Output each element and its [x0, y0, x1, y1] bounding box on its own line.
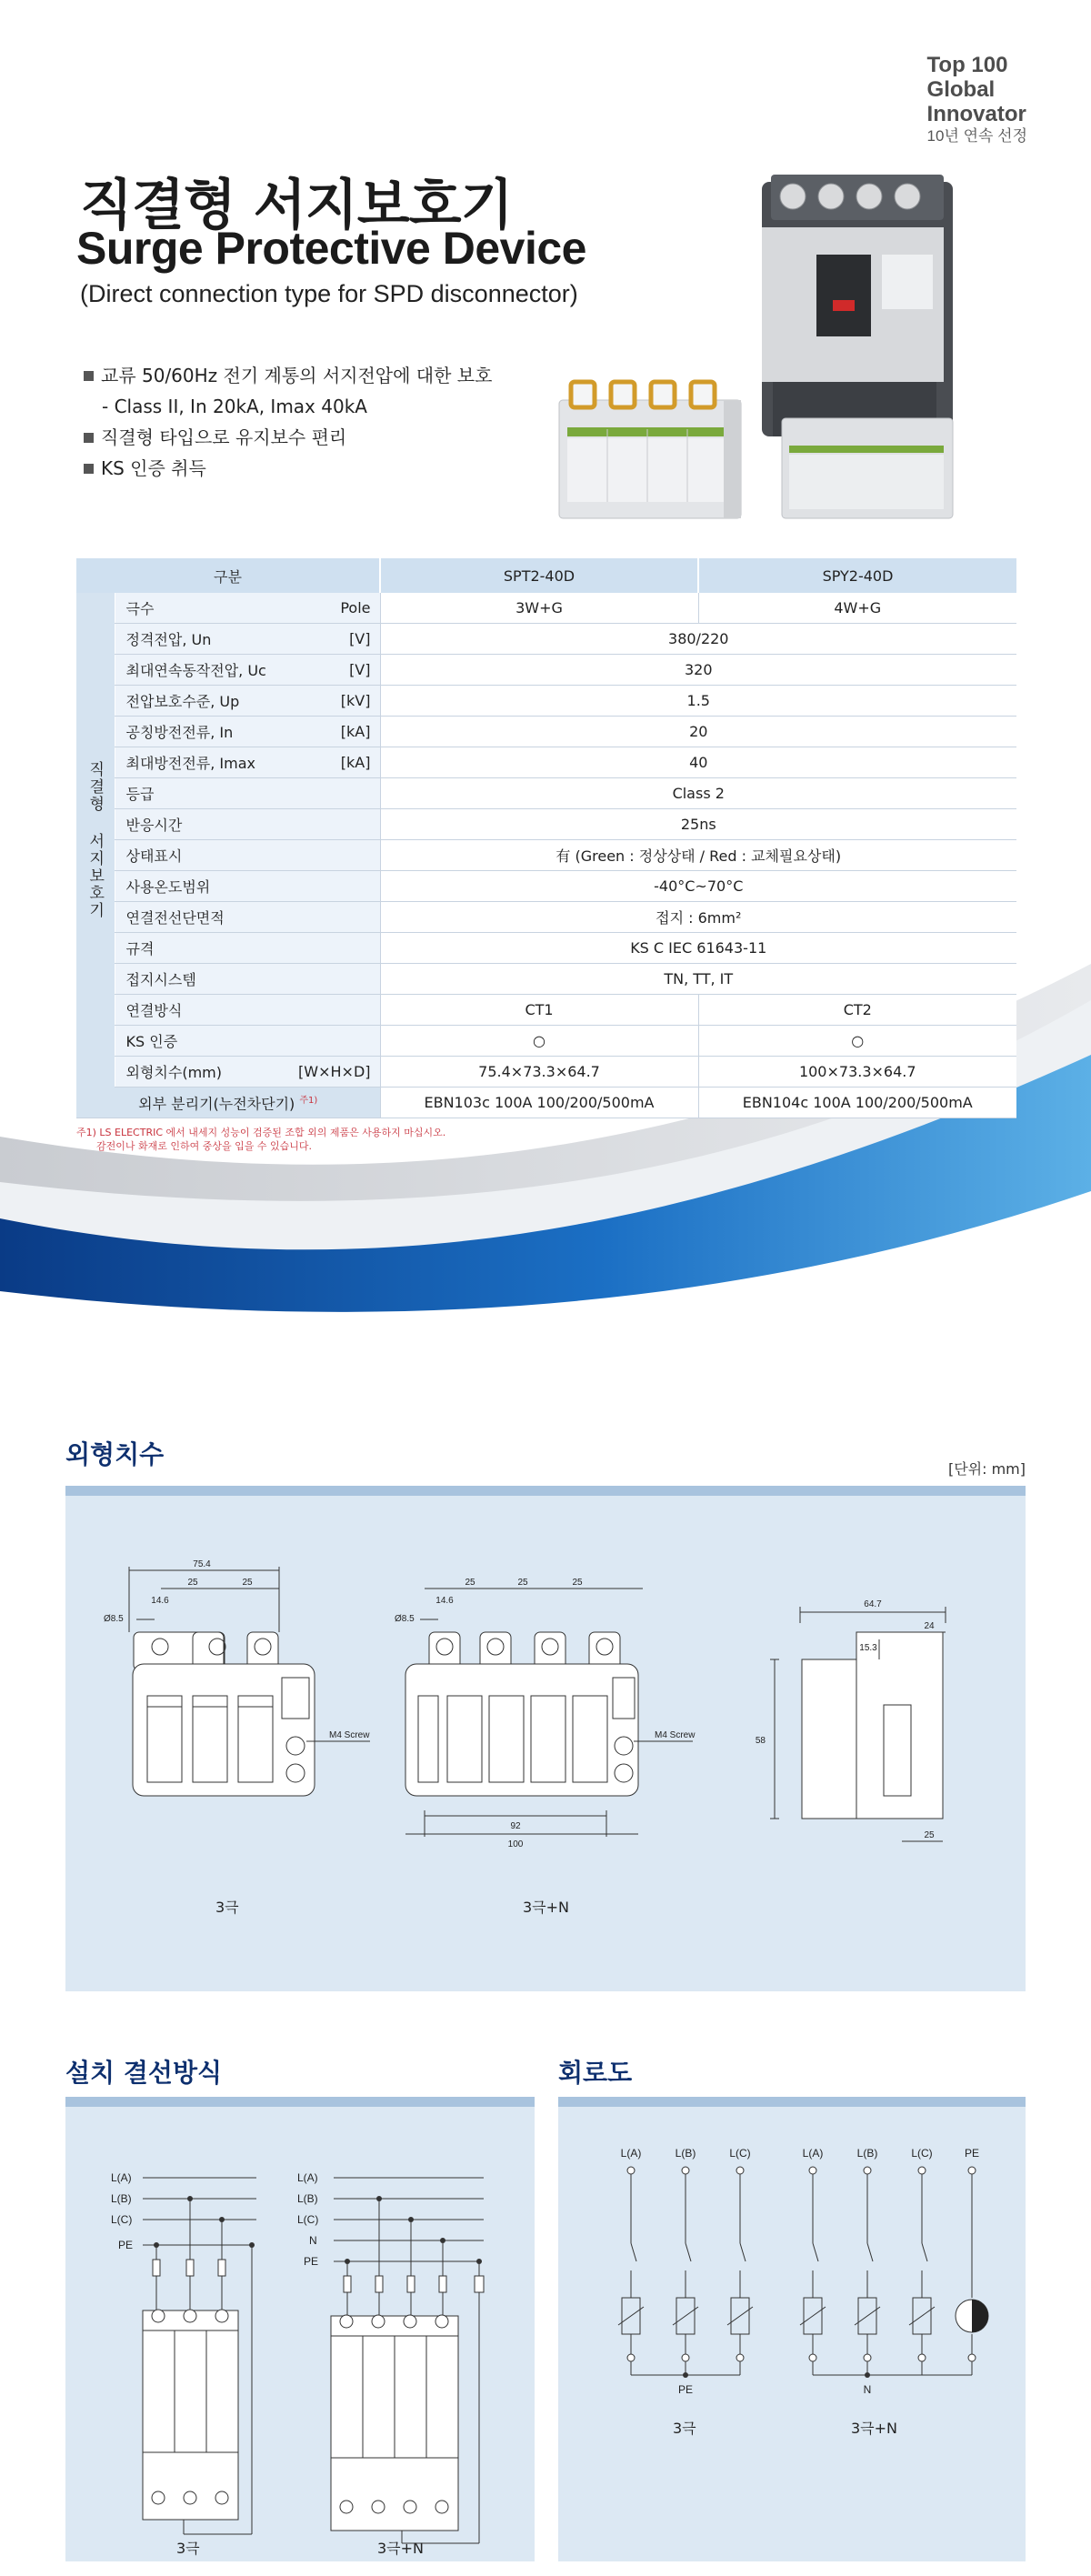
dim-14-6: 14.6 — [151, 1596, 169, 1606]
line-label: L(B) — [297, 2192, 318, 2205]
product-title-korean: 직결형 서지보호기 — [80, 174, 513, 237]
feature-text: - Class II, In 20kA, Imax 40kA — [102, 396, 367, 417]
table-row — [76, 655, 1016, 686]
circuit-n-label: N — [863, 2383, 872, 2396]
row-value: 320 — [380, 655, 1016, 686]
row-unit: [W×H×D] — [269, 1057, 380, 1088]
dim-24: 24 — [924, 1621, 935, 1631]
dim-8-5: Ø8.5 — [395, 1614, 415, 1624]
row-value: 1.5 — [380, 686, 1016, 717]
product-image — [555, 173, 964, 536]
table-row — [76, 1088, 1016, 1118]
row-unit: [kV] — [269, 686, 380, 717]
footnote-line: 감전이나 화재로 인하여 중상을 입을 수 있습니다. — [96, 1140, 312, 1152]
row-label: 극수 — [115, 593, 269, 624]
row-label: 최대방전전류, Imax — [115, 747, 269, 778]
row-value: 20 — [380, 717, 1016, 747]
feature-item — [84, 453, 492, 484]
circuit-title: 회로도 — [558, 2058, 633, 2088]
header-model1: SPT2-40D — [380, 558, 698, 593]
row-unit — [269, 995, 380, 1026]
row-label: 접지시스템 — [115, 964, 269, 995]
row-value: KS C IEC 61643-11 — [380, 933, 1016, 964]
table-row — [76, 747, 1016, 778]
product-title-english: Surge Protective Device — [76, 223, 586, 274]
table-row — [76, 933, 1016, 964]
wiring-panel — [65, 2097, 535, 2561]
badge-line3: Innovator — [926, 102, 1026, 126]
row-value: Class 2 — [380, 778, 1016, 809]
row-unit — [269, 871, 380, 902]
feature-text: KS 인증 취득 — [101, 457, 206, 479]
row-label: 규격 — [115, 933, 269, 964]
circuit-caption-3p: 3극 — [673, 2420, 696, 2437]
wiring-diagram — [65, 2107, 535, 2561]
row-label: 상태표시 — [115, 840, 269, 871]
dimensions-title: 외형치수 — [65, 1439, 165, 1469]
screw-label: M4 Screw — [655, 1730, 696, 1740]
line-label: PE — [304, 2255, 319, 2268]
table-row — [76, 840, 1016, 871]
note-mark: 주1) — [299, 1095, 318, 1106]
dim-25: 25 — [924, 1830, 935, 1840]
group-label: 직결형 서지보호기 — [85, 760, 105, 919]
row-label: 정격전압, Un — [115, 624, 269, 655]
circuit-label: L(A) — [620, 2147, 642, 2160]
row-unit — [269, 933, 380, 964]
table-row — [76, 995, 1016, 1026]
dim-8-5: Ø8.5 — [104, 1614, 124, 1624]
feature-item — [84, 391, 492, 422]
group-label-cell — [76, 593, 115, 1088]
feature-text: 교류 50/60Hz 전기 계통의 서지전압에 대한 보호 — [101, 365, 493, 386]
table-row — [76, 871, 1016, 902]
row-label: KS 인증 — [115, 1026, 269, 1057]
circuit-pe-label: PE — [677, 2383, 694, 2396]
circuit-label: L(B) — [675, 2147, 696, 2160]
row-unit: [V] — [269, 655, 380, 686]
dim-25: 25 — [465, 1578, 475, 1588]
row-value-model2: 100×73.3×64.7 — [698, 1057, 1016, 1088]
wiring-caption-3pn: 3극+N — [377, 2540, 425, 2557]
line-label: PE — [118, 2239, 134, 2251]
circuit-label: L(C) — [729, 2147, 751, 2160]
row-value: TN, TT, IT — [380, 964, 1016, 995]
circuit-3pn-labels — [803, 2147, 979, 2396]
dim-25: 25 — [517, 1578, 528, 1588]
spec-header-row — [76, 558, 1016, 593]
line-label: L(B) — [111, 2192, 132, 2205]
row-value: 有 (Green : 정상상태 / Red : 교체필요상태) — [380, 840, 1016, 871]
row-label: 연결방식 — [115, 995, 269, 1026]
dim-25: 25 — [187, 1578, 198, 1588]
dimensions-panel — [65, 1486, 1026, 1991]
dim-75-4: 75.4 — [193, 1559, 211, 1569]
wiring-caption-3p: 3극 — [176, 2540, 200, 2557]
row-label: 전압보호수준, Up — [115, 686, 269, 717]
row-value-model2: CT2 — [698, 995, 1016, 1026]
row-value-model1: 75.4×73.3×64.7 — [380, 1057, 698, 1088]
wiring-title: 설치 결선방식 — [65, 2058, 223, 2088]
table-row — [76, 1057, 1016, 1088]
dim-58: 58 — [755, 1736, 766, 1746]
row-unit — [269, 902, 380, 933]
row-unit — [269, 964, 380, 995]
line-label: L(A) — [297, 2171, 318, 2184]
row-value: -40°C~70°C — [380, 871, 1016, 902]
drawing-3pn — [405, 1589, 693, 1837]
table-row — [76, 902, 1016, 933]
row-label: 등급 — [115, 778, 269, 809]
row-value: 접지 : 6mm² — [380, 902, 1016, 933]
screw-label: M4 Screw — [329, 1730, 370, 1740]
row-label: 사용온도범위 — [115, 871, 269, 902]
footnote — [76, 1126, 445, 1153]
line-label: L(A) — [111, 2171, 132, 2184]
row-unit: Pole — [269, 593, 380, 624]
unit-note: [단위: mm] — [947, 1460, 1026, 1478]
row-unit — [269, 840, 380, 871]
badge-line4: 10년 연속 선정 — [926, 127, 1027, 145]
row-unit — [269, 809, 380, 840]
table-row — [76, 686, 1016, 717]
row-unit: [kA] — [269, 717, 380, 747]
circuit-caption-3pn: 3극+N — [851, 2420, 898, 2437]
line-label: L(C) — [297, 2213, 319, 2226]
row-value: 40 — [380, 747, 1016, 778]
table-row — [76, 778, 1016, 809]
header-model2: SPY2-40D — [698, 558, 1016, 593]
row-unit — [269, 1026, 380, 1057]
table-row — [76, 964, 1016, 995]
row-value: 380/220 — [380, 624, 1016, 655]
row-label: 최대연속동작전압, Uc — [115, 655, 269, 686]
product-subtitle: (Direct connection type for SPD disconnector) — [80, 280, 578, 307]
badge-line2: Global — [926, 77, 996, 102]
drawing-side — [770, 1607, 946, 1841]
dim-100: 100 — [507, 1839, 524, 1849]
spec-table — [76, 558, 1016, 1118]
bullet-icon — [84, 371, 94, 381]
feature-text: 직결형 타입으로 유지보수 편리 — [101, 426, 347, 448]
circuit-diagram — [558, 2107, 1026, 2561]
table-row — [76, 593, 1016, 624]
row-label: 연결전선단면적 — [115, 902, 269, 933]
header-category: 구분 — [76, 558, 380, 593]
feature-item — [84, 422, 492, 453]
line-label: L(C) — [111, 2213, 133, 2226]
dimension-drawings — [65, 1496, 1026, 1991]
caption-3p: 3극 — [215, 1899, 239, 1916]
wiring-3pn-labels — [297, 2171, 318, 2268]
badge-line1: Top 100 — [926, 53, 1008, 77]
dim-15-3: 15.3 — [859, 1643, 877, 1653]
row-label: 공칭방전전류, In — [115, 717, 269, 747]
bullet-icon — [84, 464, 94, 474]
row-label: 외부 분리기(누전차단기) — [138, 1095, 295, 1113]
table-row — [76, 717, 1016, 747]
gas-discharge-icon — [972, 2300, 988, 2332]
circuit-label: L(A) — [802, 2147, 824, 2160]
row-value-model2: ○ — [698, 1026, 1016, 1057]
bullet-icon — [84, 433, 94, 443]
dim-64-7: 64.7 — [864, 1599, 882, 1609]
row-label: 외형치수(mm) — [115, 1057, 269, 1088]
feature-item — [84, 360, 492, 391]
dim-25: 25 — [572, 1578, 583, 1588]
row-value-model1: EBN103c 100A 100/200/500mA — [380, 1088, 698, 1118]
row-value-model1: CT1 — [380, 995, 698, 1026]
row-label: 반응시간 — [115, 809, 269, 840]
circuit-label: L(C) — [911, 2147, 933, 2160]
caption-3pn: 3극+N — [523, 1899, 570, 1916]
dim-92: 92 — [510, 1821, 521, 1831]
table-row — [76, 809, 1016, 840]
footnote-line: 주1) LS ELECTRIC 에서 내세지 성능이 검증된 조합 외의 제품은 사용하지 마십시오. — [76, 1127, 446, 1138]
table-row — [76, 1026, 1016, 1057]
wiring-3p-labels — [111, 2171, 133, 2251]
row-value-model1: ○ — [380, 1026, 698, 1057]
row-value-model1: 3W+G — [380, 593, 698, 624]
circuit-label: L(B) — [856, 2147, 878, 2160]
row-unit — [269, 778, 380, 809]
feature-list — [84, 360, 492, 484]
line-label: N — [309, 2234, 317, 2247]
row-unit: [kA] — [269, 747, 380, 778]
circuit-panel — [558, 2097, 1026, 2561]
top100-badge — [927, 53, 1027, 146]
circuit-label: PE — [964, 2147, 980, 2160]
row-value: 25ns — [380, 809, 1016, 840]
dim-25: 25 — [242, 1578, 253, 1588]
row-unit: [V] — [269, 624, 380, 655]
table-row — [76, 624, 1016, 655]
row-label-disconnector — [76, 1088, 380, 1118]
row-value-model2: 4W+G — [698, 593, 1016, 624]
row-value-model2: EBN104c 100A 100/200/500mA — [698, 1088, 1016, 1118]
dim-14-6: 14.6 — [435, 1596, 454, 1606]
